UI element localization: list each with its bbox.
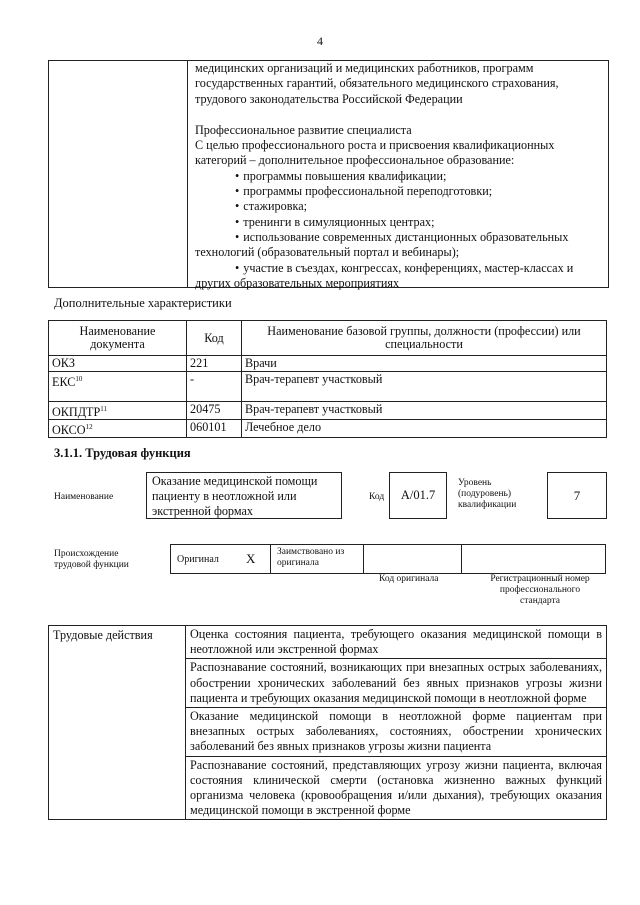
table-header-row — [49, 321, 607, 356]
row-code: 060101 — [187, 420, 242, 438]
continuation-table — [48, 60, 609, 288]
function-name-line: экстренной формах — [152, 504, 253, 518]
labor-action-item: Оказание медицинской помощи в неотложной форме пациентам при внезапных острых заболеваниях, состояниях, обострении хронических заболеваний без явных признаков угрозы жизни пациента — [186, 708, 607, 757]
row-name: Врач-терапевт участковый — [242, 372, 607, 402]
table-row — [49, 420, 607, 438]
row-doc: ОКСО$^{12}$ — [49, 420, 187, 438]
bullet-continuation: других образовательных мероприятиях — [195, 275, 400, 290]
row-name: Врач-терапевт участковый — [242, 402, 607, 420]
function-name-line: пациенту в неотложной или — [152, 489, 297, 503]
reg-number-label: Регистрационный номер профессионального стандарта — [490, 574, 590, 606]
function-name-box — [146, 472, 342, 519]
footnote-ref: 12 — [85, 423, 93, 432]
text-line: С целью профессионального роста и присвоения квалификационных — [195, 138, 555, 153]
code-box — [389, 472, 447, 519]
text-line: государственных гарантий, обязательного медицинского страхования, — [195, 76, 559, 91]
column-divider — [187, 61, 188, 287]
text-line: категорий – дополнительное профессиональное образование: — [195, 153, 515, 168]
bullet-item: • участие в съездах, конгрессах, конференциях, мастер-классах и — [195, 261, 603, 276]
section-title: Профессиональное развитие специалиста — [195, 122, 412, 137]
original-label: Оригинал — [177, 554, 219, 565]
text-line: медицинских организаций и медицинских работников, программ — [195, 61, 534, 75]
table-row — [49, 356, 607, 372]
page-number: 4 — [317, 34, 323, 48]
bullet-item: • программы повышения квалификации; — [195, 169, 603, 184]
row-doc: ОКЗ — [49, 356, 187, 372]
origin-table — [170, 544, 606, 574]
text-line: трудового законодательства Российской Федерации — [195, 91, 463, 106]
name-label: Наименование — [54, 492, 114, 502]
function-code: A/01.7 — [400, 488, 436, 502]
row-code: 20475 — [187, 402, 242, 420]
level-box — [547, 472, 607, 519]
bullet-item: • использование современных дистанционных образовательных — [195, 230, 603, 245]
table-row — [49, 402, 607, 420]
qualification-level: 7 — [573, 487, 581, 503]
bullet-list — [195, 169, 603, 291]
row-name: Лечебное дело — [242, 420, 607, 438]
labor-actions-label: Трудовые действия — [49, 626, 186, 820]
code-original-label: Код оригинала — [379, 574, 439, 584]
row-name: Врачи — [242, 356, 607, 372]
row-doc: ЕКС$^{10}$ — [49, 372, 187, 402]
bullet-continuation: технологий (образовательный портал и вебинары); — [195, 245, 460, 260]
borrowed-label: Заимствовано из оригинала — [277, 547, 345, 568]
origin-label: Происхождение трудовой функции — [54, 549, 129, 570]
section-heading: 3.1.1. Трудовая функция — [54, 446, 191, 460]
row-code: - — [187, 372, 242, 402]
bullet-item: • программы профессиональной переподготовки; — [195, 184, 603, 199]
labor-action-item: Распознавание состояний, возникающих при внезапных острых заболеваниях, обострении хронических заболеваний без явных признаков угрозы жизни пациента и требующих оказания медицинской помощи в неотложной форме — [186, 659, 607, 708]
labor-actions-table — [48, 625, 607, 820]
continuation-cell — [195, 61, 603, 291]
footnote-ref: 10 — [75, 375, 83, 383]
row-doc: ОКПДТР$^{11}$ — [49, 402, 187, 420]
code-label: Код — [369, 492, 385, 502]
additional-characteristics-table — [48, 320, 607, 438]
bullet-item: • стажировка; — [195, 199, 603, 214]
table-row — [49, 626, 607, 659]
footnote-ref: 11 — [100, 405, 108, 413]
header-code: Код — [187, 321, 242, 356]
function-name-line: Оказание медицинской помощи — [152, 474, 318, 488]
labor-action-item: Распознавание состояний, представляющих угрозу жизни пациента, включая состояния клинической смерти (остановка жизненно важных функций организма человека (кровообращения и/или дыхания), требующих оказания медицинской помощи в экстренной форме — [186, 756, 607, 820]
labor-action-item: Оценка состояния пациента, требующего оказания медицинской помощи в неотложной или экстренной формах — [186, 626, 607, 659]
original-mark: X — [246, 551, 256, 566]
bullet-item: • тренинги в симуляционных центрах; — [195, 215, 603, 230]
header-doc: Наименование документа — [49, 321, 187, 356]
table-row — [49, 372, 607, 402]
additional-characteristics-title: Дополнительные характеристики — [54, 296, 232, 310]
level-label: Уровень (подуровень) квалификации — [458, 478, 517, 510]
header-name: Наименование базовой группы, должности (профессии) или специальности — [242, 321, 607, 356]
row-code: 221 — [187, 356, 242, 372]
